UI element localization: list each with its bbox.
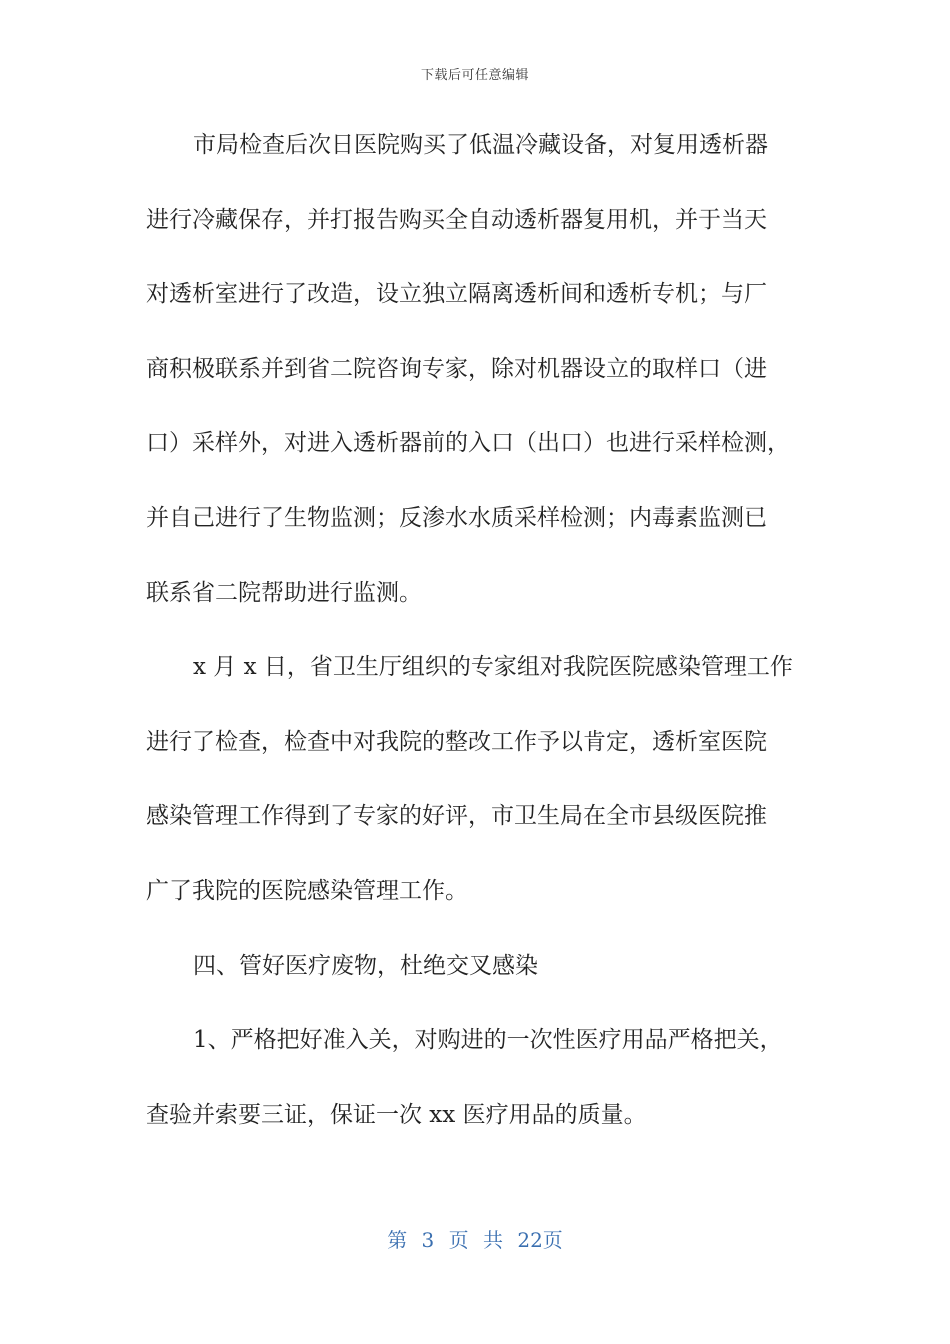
- text-line: 市局检查后次日医院购买了低温冷藏设备，对复用透析器: [193, 132, 768, 158]
- section-heading: 四、管好医疗废物，杜绝交叉感染: [193, 952, 538, 979]
- text-line: 并自己进行了生物监测；反渗水水质采样检测；内毒素监测已: [146, 504, 767, 531]
- page-number: 第 3 页 共 22页: [387, 1228, 563, 1252]
- text-line: 查验并索要三证，保证一次 xx 医疗用品的质量。: [146, 1101, 647, 1128]
- text-line: 商积极联系并到省二院咨询专家，除对机器设立的取样口（进: [146, 355, 767, 382]
- text-line: 进行了检查，检查中对我院的整改工作予以肯定，透析室医院: [146, 728, 767, 755]
- text-line: 广了我院的医院感染管理工作。: [146, 877, 468, 904]
- text-line: 感染管理工作得到了专家的好评，市卫生局在全市县级医院推: [146, 803, 767, 830]
- text-line: 进行冷藏保存，并打报告购买全自动透析器复用机，并于当天: [146, 206, 767, 233]
- document-body: [146, 108, 808, 1152]
- page-header: 下载后可任意编辑: [420, 68, 529, 83]
- text-line: 对透析室进行了改造，设立独立隔离透析间和透析专机；与厂: [146, 281, 767, 308]
- text-line: 口）采样外，对进入透析器前的入口（出口）也进行采样检测，: [146, 430, 790, 457]
- text-line: 1、严格把好准入关，对购进的一次性医疗用品严格把关，: [193, 1027, 783, 1054]
- text-line: x 月 x 日，省卫生厅组织的专家组对我院医院感染管理工作: [193, 654, 793, 681]
- text-line: 联系省二院帮助进行监测。: [146, 579, 422, 606]
